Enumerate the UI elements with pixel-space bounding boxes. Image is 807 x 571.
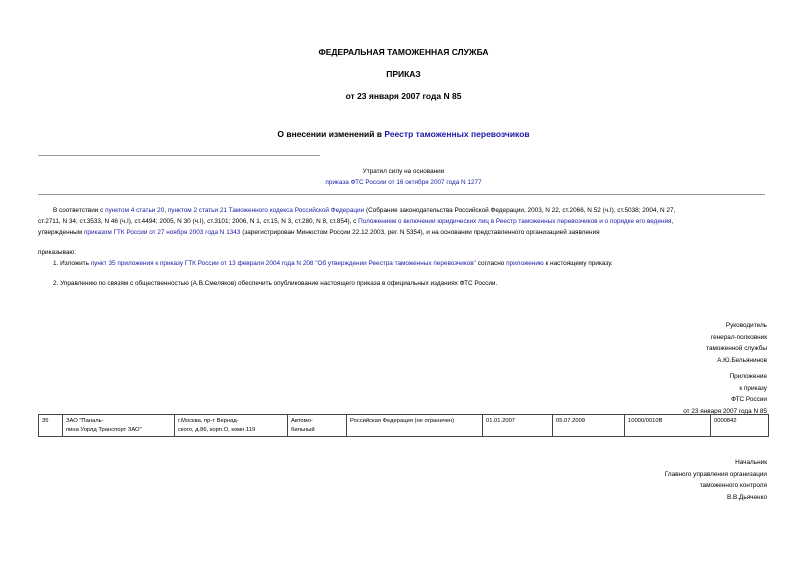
transport-type-line: Автомо- (291, 418, 313, 424)
appendix-agency: ФТС России (731, 396, 767, 403)
address-line: ского, д.86, корп.О, комн.119 (178, 426, 256, 433)
signature-rank: генерал-полковник (710, 333, 767, 341)
signature-department: Главного управления организации (664, 470, 767, 478)
point-35-link[interactable]: пункт 35 приложения к приказу ГТК России от 13 февраля 2004 года N 208 "Об утверждении Реестра таможенных перевозчиков" (90, 260, 476, 267)
cell-number: 35 (39, 415, 63, 437)
signature-position: Начальник (735, 459, 767, 466)
document-title (0, 129, 807, 139)
preamble-text: утвержденным (38, 229, 84, 236)
order-item-1 (53, 258, 613, 270)
cell-date-from: 01.01.2007 (483, 415, 553, 437)
signature-name: А.Ю.Бельянинов (717, 356, 767, 364)
divider-bottom (38, 194, 765, 195)
appendix-ref: к приказу (739, 384, 767, 392)
document-date-number: от 23 января 2007 года N 85 (345, 91, 462, 101)
appendix-link[interactable]: приложению (506, 260, 544, 267)
signature-rank-service: таможенной службы (706, 345, 767, 352)
document-type: ПРИКАЗ (386, 69, 421, 79)
registry-table (38, 414, 769, 437)
signature-block-chief (665, 457, 767, 503)
cell-code: 0000842 (711, 415, 769, 437)
title-registry-link[interactable]: Реестр таможенных перевозчиков (384, 129, 530, 139)
cell-certificate: 10000/0010В (625, 415, 711, 437)
preamble-text: В соответствии с (53, 207, 106, 214)
cell-territory: Российская Федерация (не ограничен) (347, 415, 483, 437)
law-link-article-20[interactable]: пунктом 4 статьи 20 (105, 207, 165, 214)
table-row (39, 415, 769, 437)
appendix-header (683, 371, 767, 417)
divider-top (38, 155, 320, 156)
signature-position: Руководитель (725, 322, 767, 329)
item-text: согласно (475, 260, 507, 267)
cell-address (175, 415, 288, 437)
gtk-order-link[interactable]: приказом ГТК России от 27 ноября 2003 года N 1343 (83, 229, 241, 236)
title-prefix: О внесении изменений в (277, 129, 385, 139)
order-item-2: 2. Управлению по связям с общественностью (А.В.Смеляков) обеспечить опубликование настоящего приказа в официальных изданиях ФТС России. (53, 280, 498, 287)
preamble-text: , (164, 207, 168, 214)
carrier-name-line: пина Уорлд Транспорт ЗАО" (66, 426, 142, 433)
signature-block-head (706, 320, 767, 366)
preamble-line-3 (38, 227, 600, 239)
void-order-link[interactable]: приказа ФТС России от 16 октября 2007 года N 1277 (325, 179, 482, 186)
appendix-title: Приложение (729, 373, 767, 380)
void-note-container (0, 177, 807, 189)
void-note-text: Утратил силу на основании (362, 168, 445, 175)
preamble-line-2 (38, 216, 673, 228)
law-link-article-21[interactable]: пунктом 2 статьи 21 Таможенного кодекса Российской Федерации (167, 207, 365, 214)
preamble-text: ст.2711, N 34, ст.3533, N 46 (ч.I), ст.4494; 2005, N 30 (ч.I), ст.3101; 2006, N 1, ст.15, N 3, ст.280, N 8, ст.854), с (38, 218, 359, 225)
signature-department-sub: таможенного контроля (699, 482, 767, 489)
address-line: г.Москва, пр-т Вернад- (178, 418, 239, 424)
carrier-name-line: ЗАО "Паналь- (66, 418, 104, 424)
cell-date-to: 05.07.2009 (553, 415, 625, 437)
appendix-date: от 23 января 2007 года N 85 (683, 407, 767, 415)
regulation-link[interactable]: Положением о включении юридических лиц в Реестр таможенных перевозчиков и о порядке его ведения (358, 218, 672, 225)
preamble-text: , (671, 218, 674, 225)
signature-name: В.В.Дьяченко (726, 493, 767, 501)
preamble-line-1 (53, 205, 675, 217)
preamble-text: (Собрание законодательства Российской Федерации, 2003, N 22, ст.2066, N 52 (ч.I), ст.5038; 2004, N 27, (364, 207, 676, 214)
item-text: к настоящему приказу. (543, 260, 613, 267)
cell-transport-type (288, 415, 347, 437)
agency-heading: ФЕДЕРАЛЬНАЯ ТАМОЖЕННАЯ СЛУЖБА (318, 47, 489, 57)
preamble-text: (зарегистрирован Минюстом России 22.12.2003, рег. N 5354), и на основании представленного организацией заявления (240, 229, 600, 236)
cell-carrier-name (63, 415, 175, 437)
item-text: 1. Изложить (53, 260, 91, 267)
transport-type-line: бильный (291, 426, 315, 433)
order-word: приказываю: (38, 249, 76, 256)
